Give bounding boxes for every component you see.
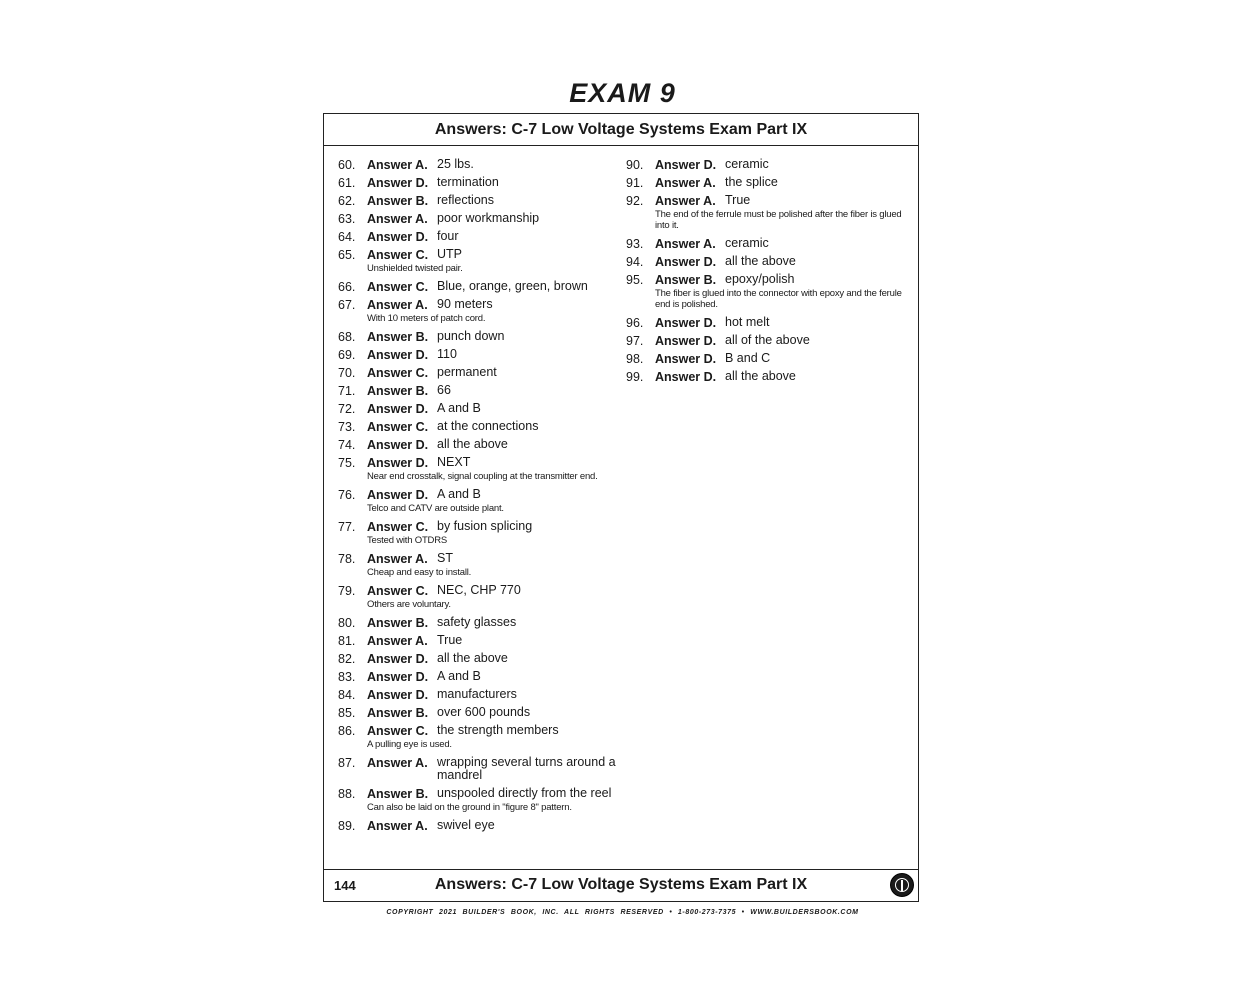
answer-item <box>334 174 624 192</box>
question-number: 98. <box>626 352 644 366</box>
answer-line <box>622 156 912 174</box>
answer-line <box>622 174 912 192</box>
answer-line <box>334 454 624 472</box>
answer-letter: Answer D. <box>367 688 429 702</box>
answer-text: safety glasses <box>437 615 517 629</box>
answer-item <box>334 418 624 436</box>
answer-text: True <box>725 193 751 207</box>
question-number: 67. <box>338 298 356 312</box>
answer-line <box>622 271 912 289</box>
question-number: 62. <box>338 194 356 208</box>
question-number: 99. <box>626 370 644 384</box>
answer-item <box>622 368 912 386</box>
answer-line <box>334 650 624 668</box>
answer-item <box>622 174 912 192</box>
answer-text: permanent <box>437 365 497 379</box>
answer-item <box>622 314 912 332</box>
answer-text: True <box>437 633 463 647</box>
answer-item <box>334 550 624 582</box>
answer-item <box>334 436 624 454</box>
answer-item <box>334 328 624 346</box>
answer-line <box>334 156 624 174</box>
answer-item <box>334 614 624 632</box>
answer-letter: Answer C. <box>367 248 429 262</box>
answer-letter: Answer D. <box>655 316 717 330</box>
answer-letter: Answer A. <box>367 552 428 566</box>
answer-letter: Answer B. <box>367 616 429 630</box>
answer-line <box>334 722 624 740</box>
answer-frame <box>323 113 919 902</box>
question-number: 81. <box>338 634 356 648</box>
answer-item <box>334 210 624 228</box>
answer-text: epoxy/polish <box>725 272 795 286</box>
question-number: 78. <box>338 552 356 566</box>
answer-line <box>622 253 912 271</box>
exam-title: EXAM 9 <box>569 78 676 108</box>
answer-text: over 600 pounds <box>437 705 531 719</box>
answer-line <box>334 296 624 314</box>
question-number: 83. <box>338 670 356 684</box>
question-number: 91. <box>626 176 644 190</box>
answer-letter: Answer D. <box>367 402 429 416</box>
answer-note: Cheap and easy to install. <box>367 567 472 578</box>
answer-note: Near end crosstalk, signal coupling at the transmitter end. <box>367 471 598 482</box>
question-number: 73. <box>338 420 356 434</box>
answer-text: ST <box>437 551 453 565</box>
question-number: 75. <box>338 456 356 470</box>
answer-letter: Answer A. <box>655 194 716 208</box>
question-number: 60. <box>338 158 356 172</box>
answer-line <box>622 350 912 368</box>
answer-line <box>334 436 624 454</box>
answer-line <box>334 754 624 785</box>
question-number: 66. <box>338 280 356 294</box>
answer-line <box>334 364 624 382</box>
answer-line <box>334 346 624 364</box>
answer-text: B and C <box>725 351 771 365</box>
answer-item <box>622 271 912 314</box>
answer-item <box>334 518 624 550</box>
answer-line <box>334 817 624 835</box>
answer-letter: Answer A. <box>367 756 428 770</box>
answer-line <box>622 368 912 386</box>
question-number: 74. <box>338 438 356 452</box>
question-number: 71. <box>338 384 356 398</box>
answer-text: poor workmanship <box>437 211 540 225</box>
answer-line <box>334 686 624 704</box>
answer-letter: Answer D. <box>367 176 429 190</box>
answer-line <box>334 785 624 803</box>
question-number: 84. <box>338 688 356 702</box>
answer-letter: Answer A. <box>367 634 428 648</box>
answer-line <box>334 400 624 418</box>
page-number: 144 <box>334 878 356 893</box>
answer-text: termination <box>437 175 499 189</box>
answer-line <box>334 192 624 210</box>
answer-text: all the above <box>437 651 508 665</box>
question-number: 93. <box>626 237 644 251</box>
answer-letter: Answer D. <box>367 438 429 452</box>
footer-title: Answers: C-7 Low Voltage Systems Exam Part IX <box>434 876 808 893</box>
answer-item <box>334 278 624 296</box>
answer-text: 90 meters <box>437 297 493 311</box>
question-number: 97. <box>626 334 644 348</box>
answer-item <box>334 785 624 817</box>
answer-item <box>334 346 624 364</box>
answer-text: reflections <box>437 193 494 207</box>
answer-text: A and B <box>437 401 481 415</box>
answer-text: manufacturers <box>437 687 517 701</box>
answer-item <box>622 235 912 253</box>
answer-item <box>622 253 912 271</box>
question-number: 63. <box>338 212 356 226</box>
answer-letter: Answer B. <box>367 194 429 208</box>
answer-line <box>334 486 624 504</box>
answer-letter: Answer A. <box>367 158 428 172</box>
answer-line <box>622 332 912 350</box>
answer-line <box>622 235 912 253</box>
answer-note: The fiber is glued into the connector with epoxy and the ferule end is polished. <box>655 288 902 310</box>
answer-item <box>334 817 624 835</box>
answer-item <box>334 582 624 614</box>
answer-line <box>334 328 624 346</box>
question-number: 90. <box>626 158 644 172</box>
answer-text: ceramic <box>725 157 769 171</box>
answer-note: Can also be laid on the ground in "figure 8" pattern. <box>367 802 572 813</box>
answer-text: NEC, CHP 770 <box>437 583 521 597</box>
answer-letter: Answer D. <box>367 348 429 362</box>
answer-line <box>334 704 624 722</box>
answer-item <box>622 192 912 235</box>
answer-letter: Answer C. <box>367 724 429 738</box>
answer-item <box>334 704 624 722</box>
answer-item <box>334 228 624 246</box>
question-number: 80. <box>338 616 356 630</box>
answer-text: punch down <box>437 329 505 343</box>
answer-letter: Answer B. <box>367 330 429 344</box>
question-number: 92. <box>626 194 644 208</box>
answer-letter: Answer C. <box>367 584 429 598</box>
answer-item <box>334 486 624 518</box>
answer-text: A and B <box>437 487 481 501</box>
answer-note: A pulling eye is used. <box>367 739 452 750</box>
answer-letter: Answer B. <box>655 273 717 287</box>
answer-line <box>334 246 624 264</box>
answer-text: NEXT <box>437 455 471 469</box>
answer-letter: Answer A. <box>367 212 428 226</box>
answer-item <box>334 668 624 686</box>
answer-item <box>334 632 624 650</box>
question-number: 69. <box>338 348 356 362</box>
question-number: 95. <box>626 273 644 287</box>
question-number: 85. <box>338 706 356 720</box>
copyright-notice: COPYRIGHT 2021 BUILDER'S BOOK, INC. ALL RIGHTS RESERVED • 1-800-273-7375 • WWW.BUILDERSBOOK.COM <box>386 909 859 916</box>
question-number: 70. <box>338 366 356 380</box>
answer-text: 66 <box>437 383 451 397</box>
answer-letter: Answer B. <box>367 384 429 398</box>
answer-line <box>334 174 624 192</box>
answer-letter: Answer D. <box>367 652 429 666</box>
question-number: 72. <box>338 402 356 416</box>
answer-item <box>622 156 912 174</box>
answer-item <box>334 382 624 400</box>
answer-letter: Answer A. <box>655 237 716 251</box>
answer-line <box>334 382 624 400</box>
answer-note: Unshielded twisted pair. <box>367 263 463 274</box>
question-number: 64. <box>338 230 356 244</box>
answer-item <box>622 332 912 350</box>
question-number: 86. <box>338 724 356 738</box>
answer-text: by fusion splicing <box>437 519 533 533</box>
answer-line <box>622 192 912 210</box>
answer-letter: Answer D. <box>655 352 717 366</box>
question-number: 76. <box>338 488 356 502</box>
answer-letter: Answer D. <box>655 334 717 348</box>
answer-item <box>334 400 624 418</box>
answer-letter: Answer C. <box>367 280 429 294</box>
question-number: 87. <box>338 756 356 770</box>
answer-text: the strength members <box>437 723 559 737</box>
answer-line <box>334 668 624 686</box>
answer-letter: Answer A. <box>367 819 428 833</box>
question-number: 79. <box>338 584 356 598</box>
answer-letter: Answer D. <box>655 158 717 172</box>
answer-item <box>334 754 624 785</box>
answer-note: Tested with OTDRS <box>367 535 448 546</box>
answer-text: all the above <box>725 369 796 383</box>
answer-letter: Answer D. <box>367 456 429 470</box>
answer-text: wrapping several turns around a mandrel <box>437 755 616 782</box>
answer-line <box>334 228 624 246</box>
question-number: 68. <box>338 330 356 344</box>
question-number: 89. <box>338 819 356 833</box>
answer-text: all of the above <box>725 333 810 347</box>
answer-text: the splice <box>725 175 778 189</box>
answer-text: unspooled directly from the reel <box>437 786 612 800</box>
answer-item <box>334 296 624 328</box>
answer-item <box>334 686 624 704</box>
answer-item <box>622 350 912 368</box>
answer-text: all the above <box>437 437 508 451</box>
answer-letter: Answer B. <box>367 706 429 720</box>
answer-item <box>334 246 624 278</box>
answer-note: Telco and CATV are outside plant. <box>367 503 504 514</box>
answer-text: four <box>437 229 459 243</box>
answer-item <box>334 650 624 668</box>
answers-right-column <box>622 156 912 386</box>
answer-text: ceramic <box>725 236 769 250</box>
answer-letter: Answer A. <box>367 298 428 312</box>
question-number: 88. <box>338 787 356 801</box>
answer-item <box>334 722 624 754</box>
answer-letter: Answer C. <box>367 420 429 434</box>
answer-note: Others are voluntary. <box>367 599 451 610</box>
answer-letter: Answer C. <box>367 366 429 380</box>
answer-text: at the connections <box>437 419 539 433</box>
question-number: 96. <box>626 316 644 330</box>
answer-line <box>334 278 624 296</box>
answer-item <box>334 454 624 486</box>
answer-line <box>334 210 624 228</box>
answer-text: 110 <box>437 347 457 361</box>
answer-letter: Answer D. <box>655 370 717 384</box>
answer-line <box>334 418 624 436</box>
question-number: 82. <box>338 652 356 666</box>
answer-letter: Answer B. <box>367 787 429 801</box>
question-number: 77. <box>338 520 356 534</box>
footer <box>324 869 918 901</box>
answer-letter: Answer D. <box>367 230 429 244</box>
answer-text: UTP <box>437 247 462 261</box>
answer-text: all the above <box>725 254 796 268</box>
answer-line <box>334 632 624 650</box>
answer-text: Blue, orange, green, brown <box>437 279 588 293</box>
answer-item <box>334 364 624 382</box>
answer-item <box>334 192 624 210</box>
answer-letter: Answer C. <box>367 520 429 534</box>
question-number: 94. <box>626 255 644 269</box>
answer-note: With 10 meters of patch cord. <box>367 313 486 324</box>
answer-line <box>334 614 624 632</box>
answer-text: A and B <box>437 669 481 683</box>
builders-book-seal-icon <box>890 873 914 897</box>
answer-letter: Answer D. <box>367 670 429 684</box>
answer-text: 25 lbs. <box>437 157 474 171</box>
answer-text: swivel eye <box>437 818 495 832</box>
answer-text: hot melt <box>725 315 770 329</box>
answer-line <box>334 518 624 536</box>
header-title: Answers: C-7 Low Voltage Systems Exam Part IX <box>324 114 918 146</box>
question-number: 61. <box>338 176 356 190</box>
answer-letter: Answer D. <box>367 488 429 502</box>
answer-item <box>334 156 624 174</box>
answer-note: The end of the ferrule must be polished after the fiber is glued into it. <box>655 209 902 231</box>
answers-left-column <box>334 156 624 835</box>
answer-line <box>334 550 624 568</box>
answer-letter: Answer D. <box>655 255 717 269</box>
answer-line <box>334 582 624 600</box>
answer-letter: Answer A. <box>655 176 716 190</box>
answer-line <box>622 314 912 332</box>
question-number: 65. <box>338 248 356 262</box>
